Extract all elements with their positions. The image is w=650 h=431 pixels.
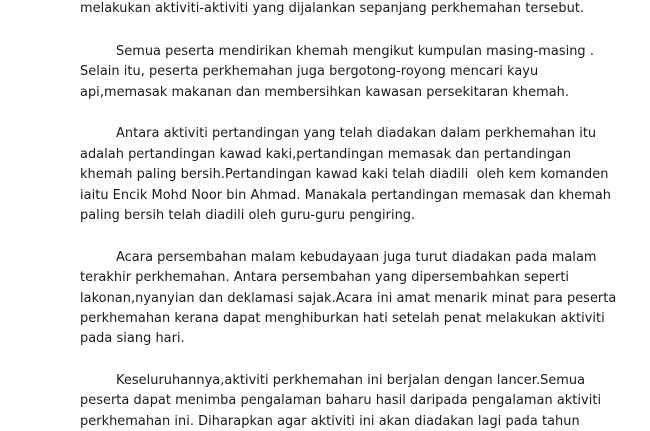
paragraph-line: iaitu Encik Mohd Noor bin Ahmad. Manakala pertandingan memasak dan khemah (80, 188, 611, 203)
paragraph-line: paling bersih telah diadili oleh guru-guru pengiring. (80, 208, 416, 223)
paragraph-line: khemah paling bersih.Pertandingan kawad kaki telah diadili oleh kem komanden (80, 167, 609, 182)
paragraph-line: perkhemahan kerana dapat menghiburkan hati setelah penat melakukan aktiviti (80, 311, 605, 326)
paragraph-line: lakonan,nyanyian dan deklamasi sajak.Acara ini amat menarik minat para peserta (80, 291, 617, 306)
paragraph-line: Acara persembahan malam kebudayaan juga turut diadakan pada malam (116, 250, 597, 265)
paragraph-line: perkhemahan ini. Diharapkan agar aktiviti ini akan diadakan lagi pada tahun (80, 414, 580, 429)
paragraph-line: adalah pertandingan kawad kaki,pertandingan memasak dan pertandingan (80, 147, 572, 162)
paragraph-line: Antara aktiviti pertandingan yang telah diadakan dalam perkhemahan itu (116, 126, 597, 141)
paragraph-line: Keseluruhannya,aktiviti perkhemahan ini berjalan dengan lancer.Semua (116, 373, 586, 388)
paragraph-line: Selain itu, peserta perkhemahan juga bergotong-royong mencari kayu (80, 64, 539, 79)
paragraph-line: Semua peserta mendirikan khemah mengikut kumpulan masing-masing . (116, 44, 594, 59)
paragraph-line: terakhir perkhemahan. Antara persembahan yang dipersembahkan seperti (80, 270, 570, 285)
paragraph-line: pada siang hari. (80, 331, 185, 346)
paragraph-line: peserta dapat menimba pengalaman baharu hasil daripada pengalaman aktiviti (80, 393, 602, 408)
paragraph-line: api,memasak makanan dan membersihkan kawasan persekitaran khemah. (80, 85, 570, 100)
paragraph-line: melakukan aktiviti-aktiviti yang dijalankan sepanjang perkhemahan tersebut. (80, 1, 585, 16)
